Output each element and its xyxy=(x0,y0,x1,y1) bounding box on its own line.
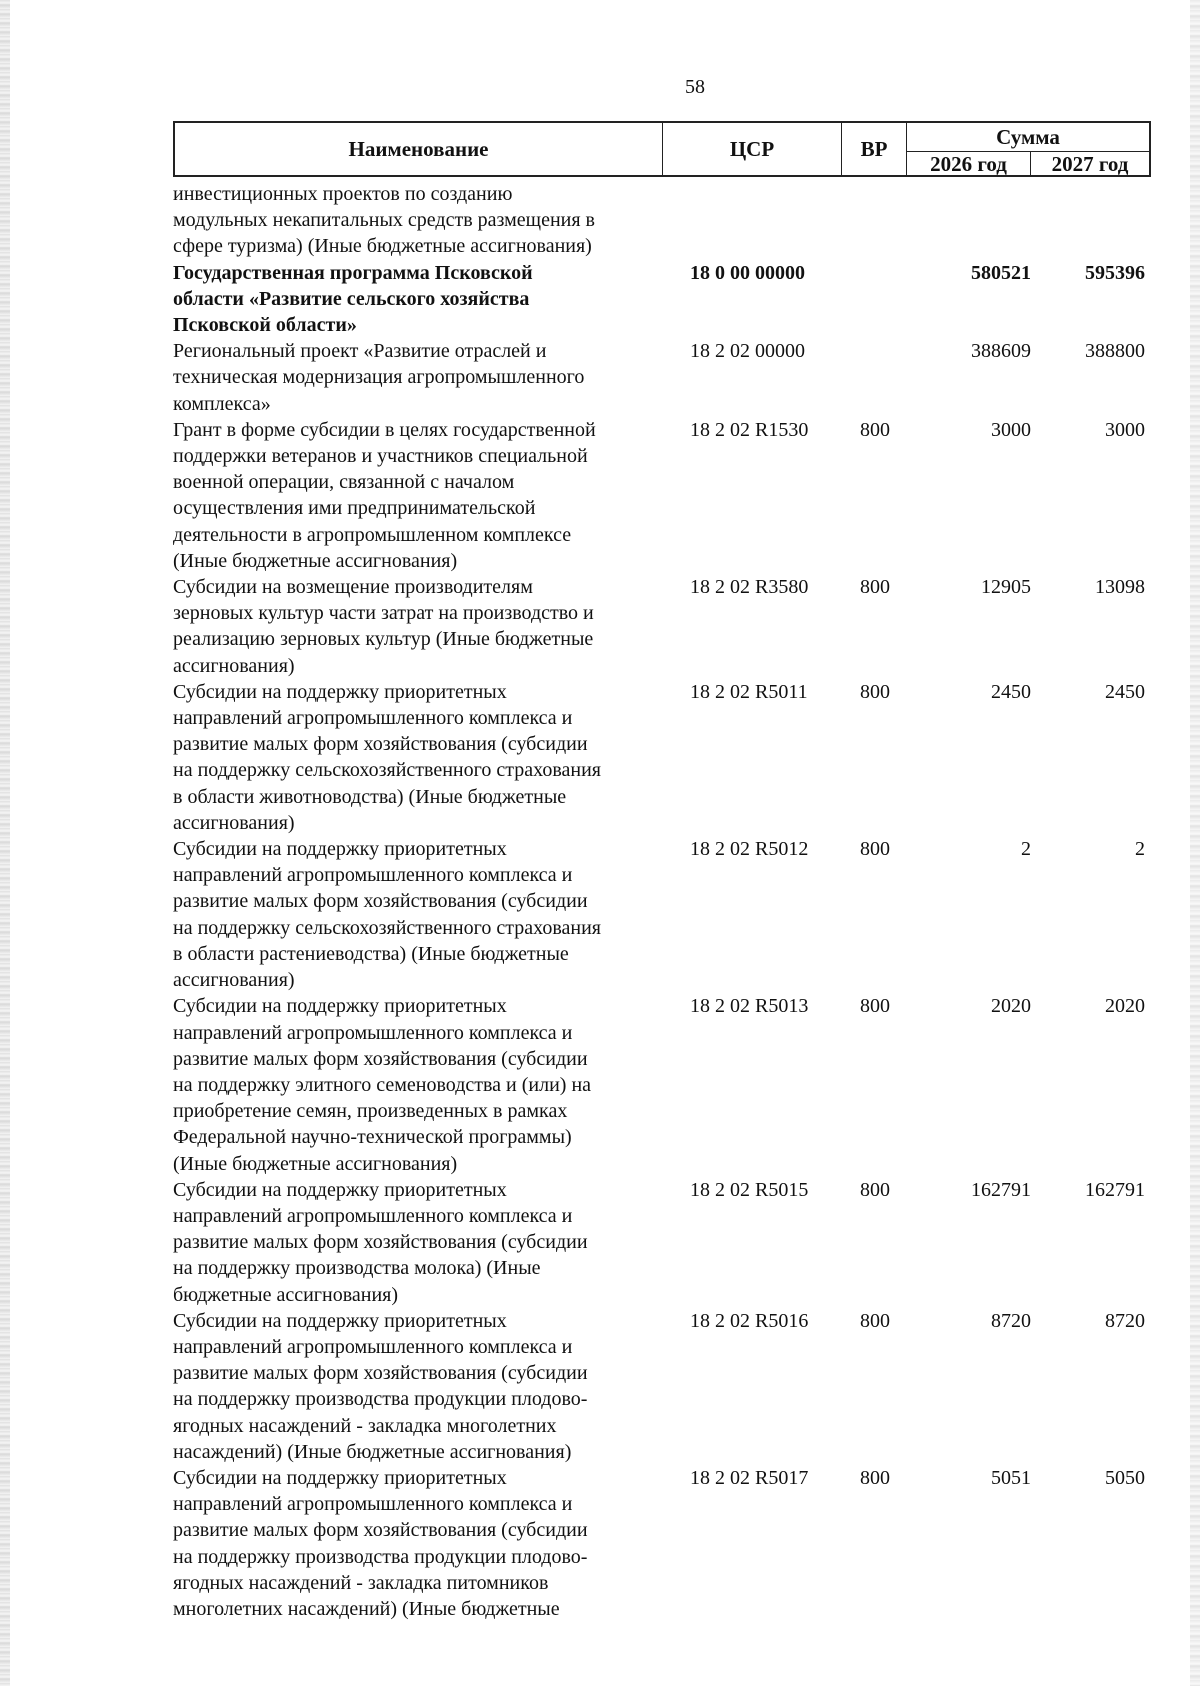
row-name-line: сфере туризма) (Иные бюджетные ассигнования) xyxy=(173,235,592,258)
row-sum-2026: 580521 xyxy=(971,261,1031,284)
row-name-line: Грант в форме субсидии в целях государственной xyxy=(173,418,596,441)
table-row xyxy=(173,260,1151,339)
row-sum-2027: 2450 xyxy=(1105,680,1145,703)
row-sum-2026: 12905 xyxy=(981,576,1031,599)
row-name xyxy=(173,260,653,339)
row-csr: 18 2 02 00000 xyxy=(690,340,805,363)
row-name-line: развитие малых форм хозяйствования (субсидии xyxy=(173,1231,588,1254)
row-sum-2026: 5051 xyxy=(991,1466,1031,1489)
row-name-line: Федеральной научно-технической программы) xyxy=(173,1126,572,1149)
row-sum-2026: 2 xyxy=(1021,838,1031,861)
row-sum-2026: 2020 xyxy=(991,995,1031,1018)
row-name-line: на поддержку сельскохозяйственного страхования xyxy=(173,759,601,782)
row-sum-2026: 8720 xyxy=(991,1309,1031,1332)
row-name xyxy=(173,1465,653,1622)
row-sum-2027: 2 xyxy=(1135,838,1145,861)
row-name-line: Субсидии на поддержку приоритетных xyxy=(173,1309,507,1332)
row-name-line: Субсидии на возмещение производителям xyxy=(173,576,533,599)
row-name-line: поддержки ветеранов и участников специальной xyxy=(173,445,588,468)
row-name-line: реализацию зерновых культур (Иные бюджетные xyxy=(173,628,594,651)
row-name-line: инвестиционных проектов по созданию xyxy=(173,183,513,205)
row-name-line: направлений агропромышленного комплекса и xyxy=(173,1204,573,1227)
table-row xyxy=(173,417,1151,574)
table-row xyxy=(173,1177,1151,1308)
row-csr: 18 0 00 00000 xyxy=(690,261,805,284)
row-name-line: бюджетные ассигнования) xyxy=(173,1283,399,1306)
row-sum-2026: 3000 xyxy=(991,418,1031,441)
row-name xyxy=(173,574,653,679)
row-name-line: ассигнования) xyxy=(173,969,295,992)
header-vr: ВР xyxy=(860,136,888,161)
row-vr: 800 xyxy=(860,995,890,1018)
row-sum-2027: 2020 xyxy=(1105,995,1145,1018)
row-name-line: направлений агропромышленного комплекса и xyxy=(173,1493,573,1516)
row-name-line: в области растениеводства) (Иные бюджетные xyxy=(173,942,569,965)
row-name-line: Государственная программа Псковской xyxy=(173,261,533,284)
row-vr: 800 xyxy=(860,1466,890,1489)
row-name-line: ассигнования) xyxy=(173,811,295,834)
row-name-line: в области животноводства) (Иные бюджетные xyxy=(173,785,567,808)
row-csr: 18 2 02 R5013 xyxy=(690,995,809,1018)
table-row xyxy=(173,338,1151,417)
row-name-line: насаждений) (Иные бюджетные ассигнования) xyxy=(173,1440,572,1463)
row-name-line: на поддержку производства молока) (Иные xyxy=(173,1257,541,1280)
row-name-line: развитие малых форм хозяйствования (субсидии xyxy=(173,1362,588,1385)
row-name-line: комплекса» xyxy=(173,392,271,415)
row-name xyxy=(173,338,653,417)
row-vr: 800 xyxy=(860,576,890,599)
row-vr: 800 xyxy=(860,1309,890,1332)
row-vr: 800 xyxy=(860,838,890,861)
row-csr: 18 2 02 R3580 xyxy=(690,576,809,599)
table-header xyxy=(173,121,1151,177)
row-sum-2027: 595396 xyxy=(1085,261,1145,284)
page-number: 58 xyxy=(685,76,705,98)
row-name xyxy=(173,417,653,574)
row-name-line: на поддержку производства продукции плодово- xyxy=(173,1545,588,1568)
row-name-line: ассигнования) xyxy=(173,654,295,677)
row-name-line: Субсидии на поддержку приоритетных xyxy=(173,1178,507,1201)
row-name-line: области «Развитие сельского хозяйства xyxy=(173,287,530,310)
header-year-2026: 2026 год xyxy=(930,151,1007,176)
row-sum-2027: 5050 xyxy=(1105,1466,1145,1489)
table-row xyxy=(173,181,1151,260)
table-row xyxy=(173,1465,1151,1622)
row-sum-2026: 162791 xyxy=(971,1178,1031,1201)
row-name-line: (Иные бюджетные ассигнования) xyxy=(173,1152,458,1175)
table-row xyxy=(173,993,1151,1176)
row-name-line: развитие малых форм хозяйствования (субсидии xyxy=(173,890,588,913)
header-sum: Сумма xyxy=(996,124,1060,149)
row-name-line: зерновых культур части затрат на производство и xyxy=(173,602,594,625)
row-name-line: направлений агропромышленного комплекса и xyxy=(173,1335,573,1358)
row-name-line: Субсидии на поддержку приоритетных xyxy=(173,680,507,703)
row-name xyxy=(173,836,653,993)
row-name xyxy=(173,1308,653,1465)
row-name-line: направлений агропромышленного комплекса и xyxy=(173,864,573,887)
row-vr: 800 xyxy=(860,418,890,441)
row-sum-2027: 388800 xyxy=(1085,340,1145,363)
row-name-line: Псковской области» xyxy=(173,314,357,337)
row-name-line: Региональный проект «Развитие отраслей и xyxy=(173,340,547,363)
row-csr: 18 2 02 R5016 xyxy=(690,1309,809,1332)
row-name-line: осуществления ими предпринимательской xyxy=(173,497,536,520)
row-csr: 18 2 02 R5017 xyxy=(690,1466,809,1489)
row-name-line: Субсидии на поддержку приоритетных xyxy=(173,838,507,861)
row-name-line: ягодных насаждений - закладка питомников xyxy=(173,1571,549,1594)
row-csr: 18 2 02 R5011 xyxy=(690,680,808,703)
header-csr: ЦСР xyxy=(729,136,775,161)
table-row xyxy=(173,1308,1151,1465)
header-name: Наименование xyxy=(348,136,489,161)
row-sum-2027: 8720 xyxy=(1105,1309,1145,1332)
row-name xyxy=(173,181,653,260)
row-name-line: развитие малых форм хозяйствования (субсидии xyxy=(173,733,588,756)
row-name-line: модульных некапитальных средств размещения в xyxy=(173,209,595,232)
row-name xyxy=(173,1177,653,1308)
row-name xyxy=(173,993,653,1176)
row-name-line: на поддержку сельскохозяйственного страхования xyxy=(173,916,601,939)
row-vr: 800 xyxy=(860,680,890,703)
row-name-line: многолетних насаждений) (Иные бюджетные xyxy=(173,1597,560,1620)
row-name-line: направлений агропромышленного комплекса и xyxy=(173,1021,573,1044)
row-name-line: военной операции, связанной с началом xyxy=(173,471,515,494)
row-name-line: на поддержку элитного семеноводства и (или) на xyxy=(173,1073,592,1096)
row-name-line: Субсидии на поддержку приоритетных xyxy=(173,995,507,1018)
row-name-line: развитие малых форм хозяйствования (субсидии xyxy=(173,1047,588,1070)
row-csr: 18 2 02 R1530 xyxy=(690,418,809,441)
table-row xyxy=(173,836,1151,993)
row-name-line: техническая модернизация агропромышленного xyxy=(173,366,585,389)
row-csr: 18 2 02 R5012 xyxy=(690,838,809,861)
row-name-line: приобретение семян, произведенных в рамках xyxy=(173,1100,568,1123)
row-name-line: (Иные бюджетные ассигнования) xyxy=(173,549,458,572)
row-name-line: на поддержку производства продукции плодово- xyxy=(173,1388,588,1411)
row-sum-2027: 162791 xyxy=(1085,1178,1145,1201)
row-sum-2027: 3000 xyxy=(1105,418,1145,441)
row-name-line: ягодных насаждений - закладка многолетних xyxy=(173,1414,557,1437)
row-name-line: Субсидии на поддержку приоритетных xyxy=(173,1466,507,1489)
table-row xyxy=(173,679,1151,836)
header-year-2027: 2027 год xyxy=(1051,151,1129,176)
row-name-line: развитие малых форм хозяйствования (субсидии xyxy=(173,1519,588,1542)
row-name-line: деятельности в агропромышленном комплексе xyxy=(173,523,572,546)
row-vr: 800 xyxy=(860,1178,890,1201)
table-row xyxy=(173,574,1151,679)
row-sum-2027: 13098 xyxy=(1095,576,1145,599)
row-name xyxy=(173,679,653,836)
row-csr: 18 2 02 R5015 xyxy=(690,1178,809,1201)
row-sum-2026: 388609 xyxy=(971,340,1031,363)
table-body xyxy=(173,181,1151,1622)
scan-edge-left xyxy=(0,0,10,1686)
row-sum-2026: 2450 xyxy=(991,680,1031,703)
scan-edge-right xyxy=(1190,0,1200,1686)
row-name-line: направлений агропромышленного комплекса и xyxy=(173,707,573,730)
